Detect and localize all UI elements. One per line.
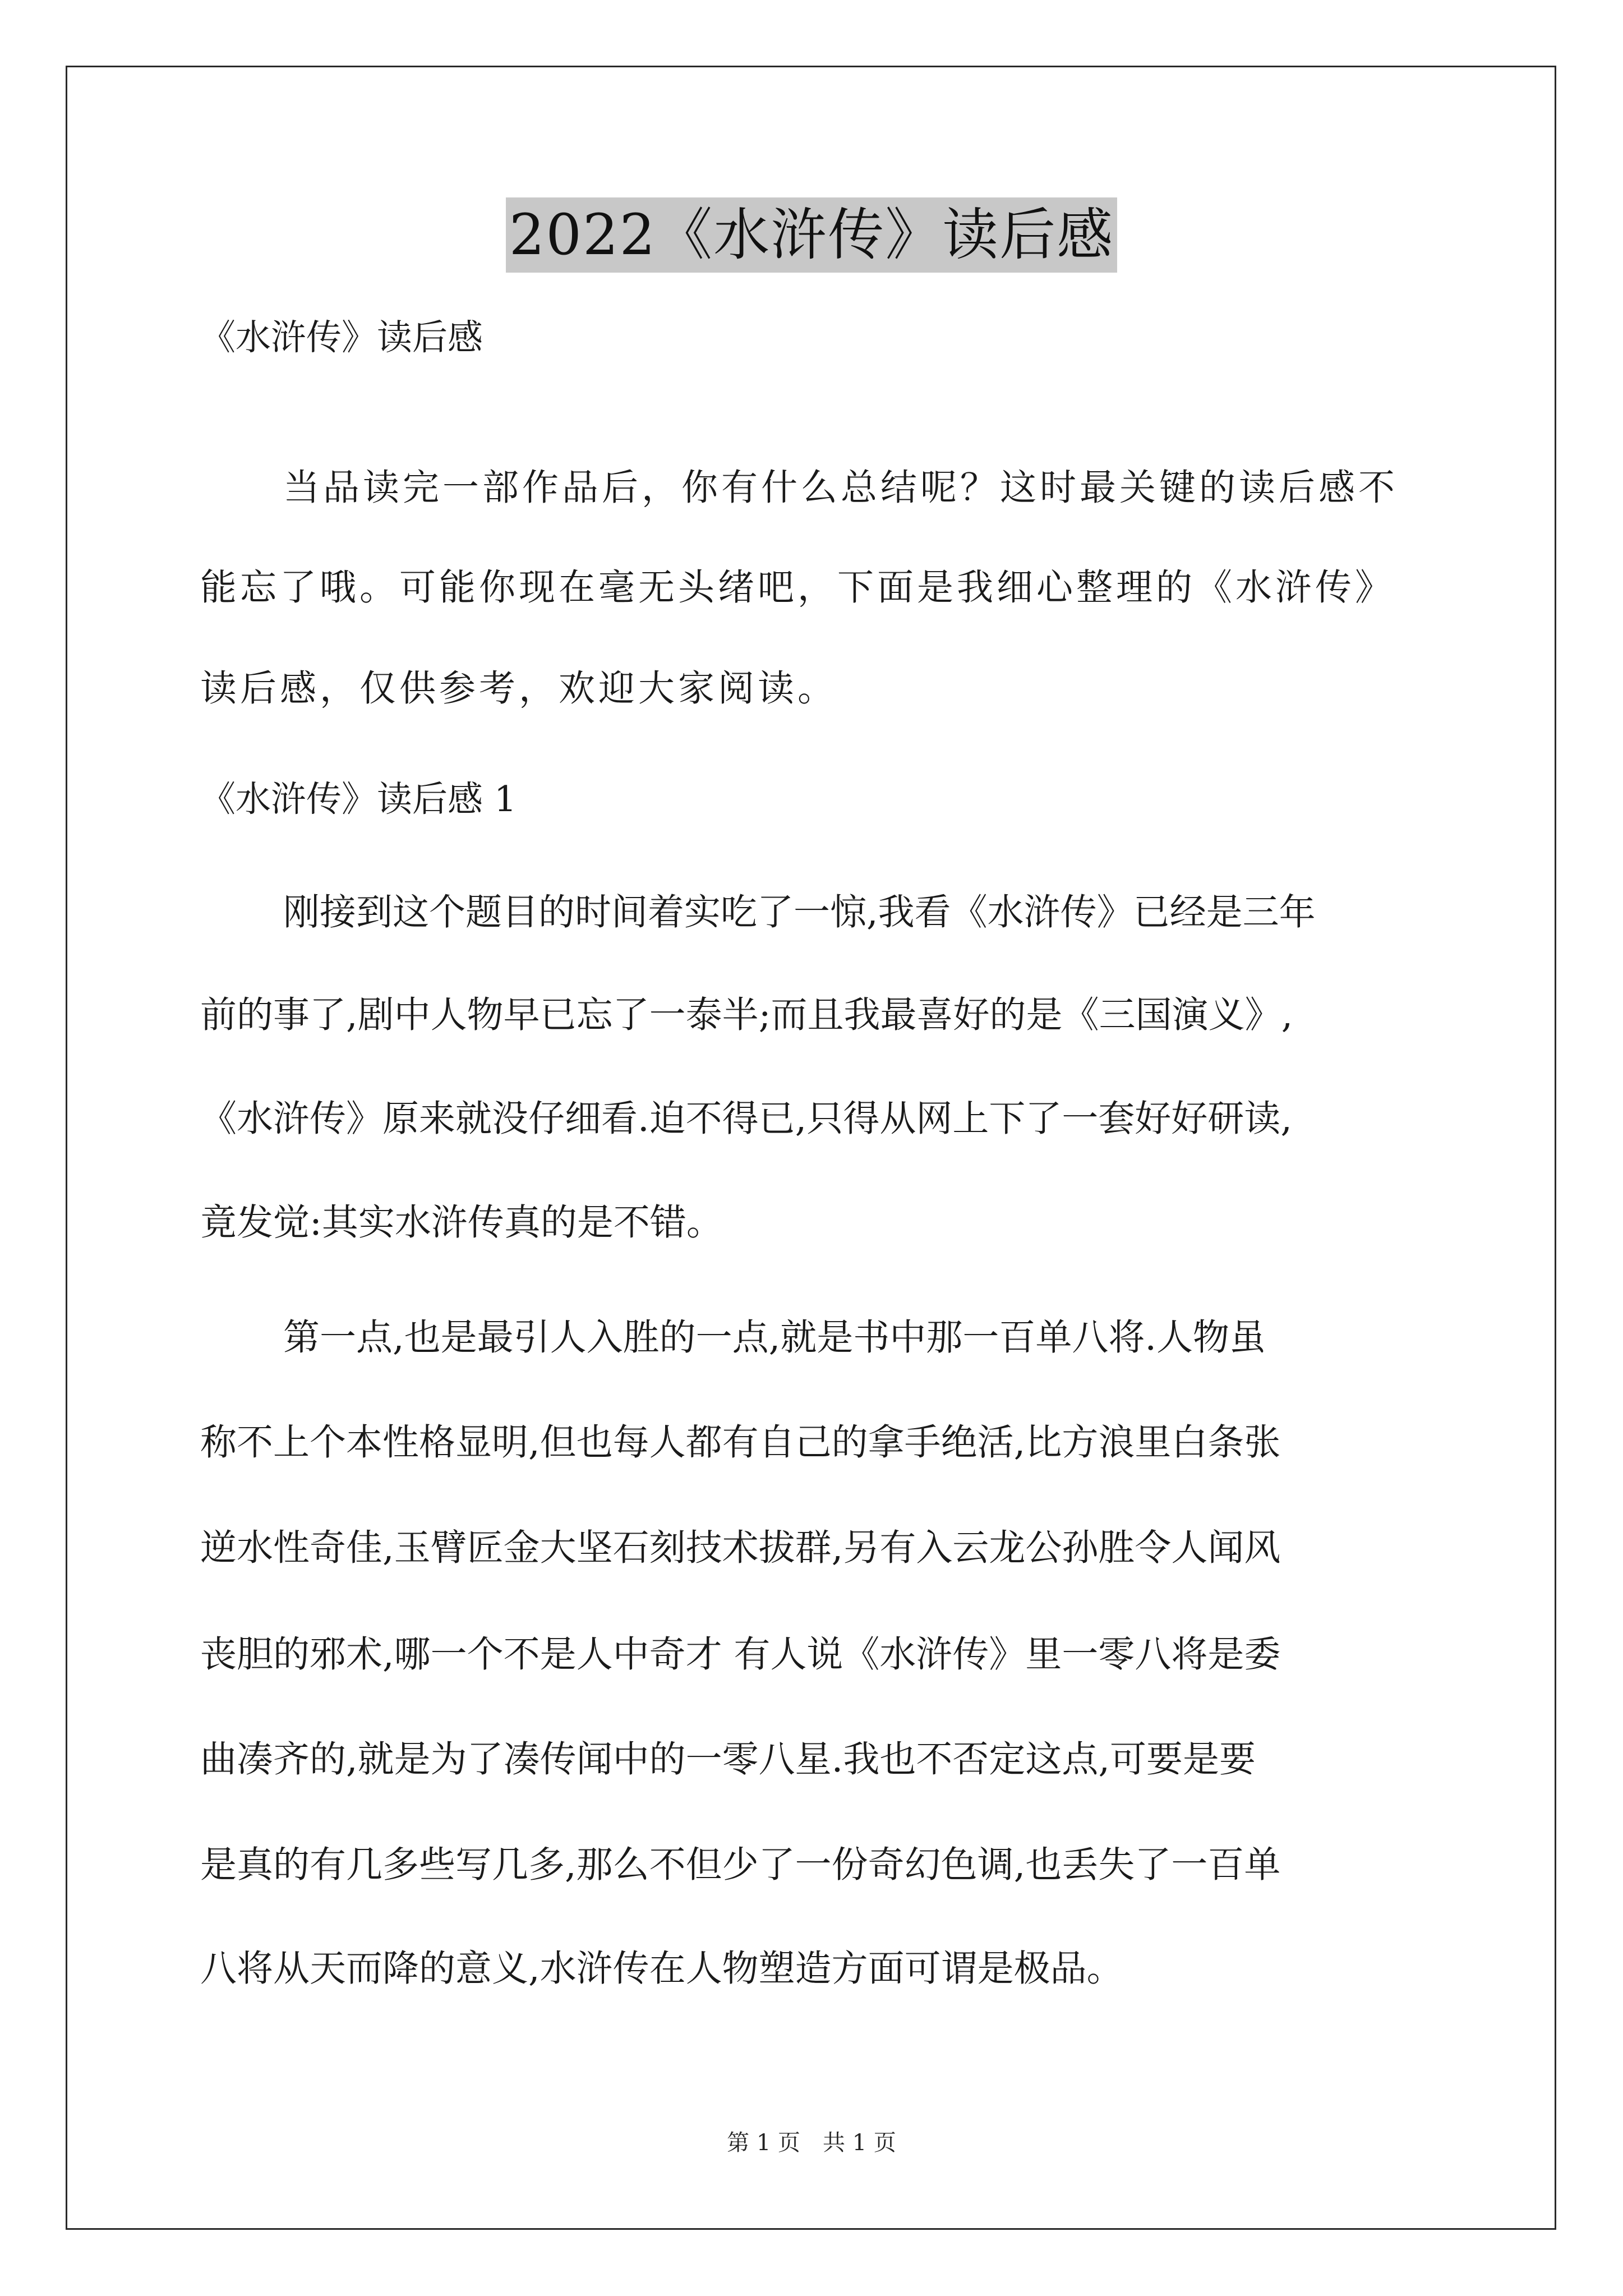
title-container — [0, 197, 1623, 273]
document-subtitle: 《水浒传》读后感 — [200, 317, 483, 358]
intro-line: 读后感，仅供参考，欢迎大家阅读。 — [200, 668, 838, 710]
intro-line: 能忘了哦。可能你现在毫无头绪吧，下面是我细心整理的《水浒传》 — [200, 567, 1395, 609]
paragraph-2-line: 是真的有几多些写几多,那么不但少了一份奇幻色调,也丢失了一百单 — [200, 1844, 1281, 1886]
document-title: 2022《水浒传》读后感 — [506, 197, 1118, 273]
paragraph-1-line: 竟发觉:其实水浒传真的是不错。 — [200, 1202, 723, 1244]
paragraph-2-line: 逆水性奇佳,玉臂匠金大坚石刻技术拔群,另有入云龙公孙胜令人闻风 — [200, 1527, 1281, 1569]
page-footer: 第 1 页 共 1 页 — [727, 2130, 896, 2156]
paragraph-2-line: 八将从天而降的意义,水浒传在人物塑造方面可谓是极品。 — [200, 1948, 1123, 1990]
paragraph-2-line: 丧胆的邪术,哪一个不是人中奇才 有人说《水浒传》里一零八将是委 — [200, 1634, 1281, 1676]
intro-line: 当品读完一部作品后，你有什么总结呢？这时最关键的读后感不 — [283, 467, 1399, 509]
paragraph-1-line: 《水浒传》原来就没仔细看.迫不得已,只得从网上下了一套好好研读, — [200, 1098, 1292, 1140]
page-border — [66, 66, 1556, 2230]
paragraph-1-line: 前的事了,剧中人物早已忘了一泰半;而且我最喜好的是《三国演义》, — [200, 994, 1293, 1036]
paragraph-2-line: 称不上个本性格显明,但也每人都有自己的拿手绝活,比方浪里白条张 — [200, 1421, 1281, 1464]
section-heading: 《水浒传》读后感 1 — [200, 779, 517, 820]
paragraph-1-line: 刚接到这个题目的时间着实吃了一惊,我看《水浒传》已经是三年 — [283, 891, 1316, 933]
paragraph-2-line: 第一点,也是最引人入胜的一点,就是书中那一百单八将.人物虽 — [283, 1317, 1266, 1359]
paragraph-2-line: 曲凑齐的,就是为了凑传闻中的一零八星.我也不否定这点,可要是要 — [200, 1738, 1256, 1780]
